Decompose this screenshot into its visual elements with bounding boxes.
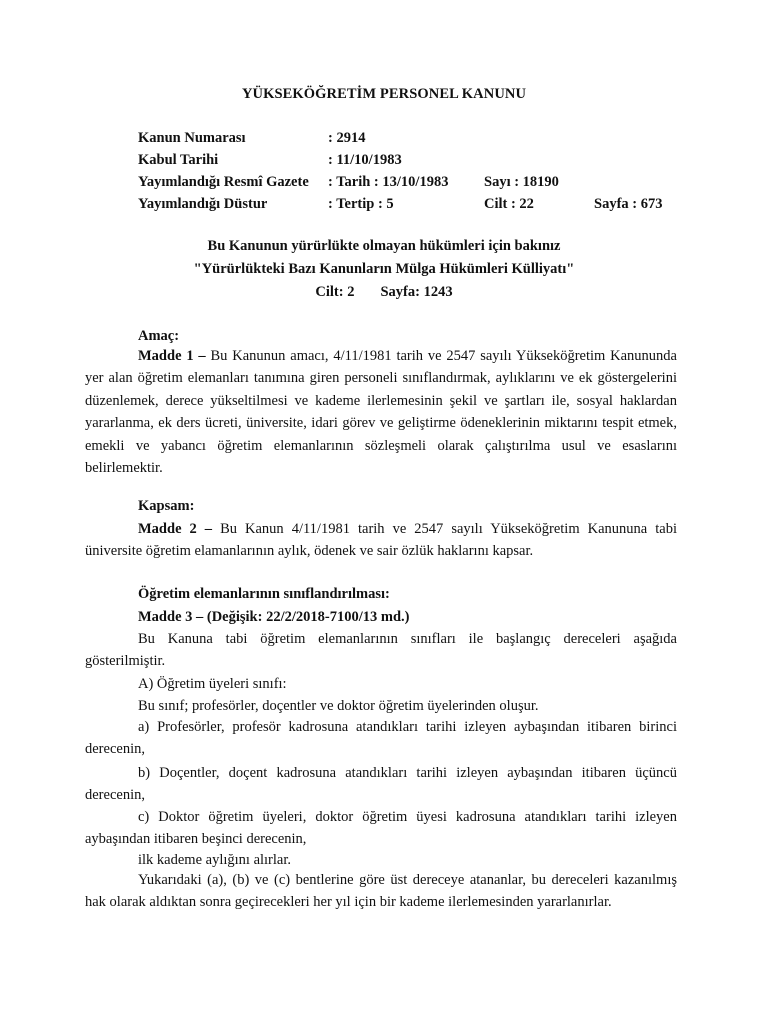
madde-3-intro: Bu Kanuna tabi öğretim elemanlarının sınıfları ile başlangıç dereceleri aşağıda gösterilmiştir. bbox=[85, 631, 677, 670]
notice-sayfa: Sayfa: 1243 bbox=[380, 284, 453, 300]
siniflandirma-heading: Öğretim elemanlarının sınıflandırılması: bbox=[138, 586, 390, 602]
madde-3-heading: Madde 3 – (Değişik: 22/2/2018-7100/13 md.) bbox=[138, 609, 410, 625]
document-title: YÜKSEKÖĞRETİM PERSONEL KANUNU bbox=[241, 86, 527, 102]
madde-3-a-item-c: c) Doktor öğretim üyeleri, doktor öğretim üyesi kadrosuna atandıkları tarihi izleyen aybaşından itibaren beşinci derecenin, bbox=[85, 809, 677, 848]
madde-3-a-heading: A) Öğretim üyeleri sınıfı: bbox=[138, 676, 287, 692]
madde-3-ilk-kademe: ilk kademe aylığını alırlar. bbox=[138, 852, 292, 868]
kanun-numarasi-label: Kanun Numarası bbox=[138, 130, 246, 146]
resmi-gazete-label: Yayımlandığı Resmî Gazete bbox=[138, 174, 309, 190]
notice-line-2: "Yürürlükteki Bazı Kanunların Mülga Hükümleri Külliyatı" bbox=[193, 261, 575, 277]
madde-3-a-item-a: a) Profesörler, profesör kadrosuna atandıkları tarihi izleyen aybaşından itibaren birinci derecenin, bbox=[85, 719, 677, 758]
madde-2-text: Bu Kanun 4/11/1981 tarih ve 2547 sayılı Yükseköğretim Kanununa tabi üniversite öğretim elamanlarının aylık, ödenek ve sair özlük haklarını kapsar. bbox=[85, 521, 677, 560]
kabul-tarihi-label: Kabul Tarihi bbox=[138, 152, 219, 168]
amac-heading: Amaç: bbox=[138, 328, 180, 344]
notice-line-3 bbox=[0, 284, 768, 301]
kabul-tarihi-value: : 11/10/1983 bbox=[328, 152, 402, 168]
madde-3-a-item-b: b) Doçentler, doçent kadrosuna atandıkları tarihi izleyen aybaşından itibaren üçüncü derecenin, bbox=[85, 765, 677, 804]
resmi-gazete-sayi: Sayı : 18190 bbox=[484, 174, 559, 190]
kanun-numarasi-value: : 2914 bbox=[328, 130, 366, 146]
madde-3-a-description: Bu sınıf; profesörler, doçentler ve doktor öğretim üyelerinden oluşur. bbox=[138, 698, 539, 714]
madde-1-label: Madde 1 – bbox=[138, 348, 206, 364]
madde-2-label: Madde 2 – bbox=[138, 521, 213, 537]
notice-line-1: Bu Kanunun yürürlükte olmayan hükümleri için bakınız bbox=[207, 238, 561, 254]
dustur-sayfa: Sayfa : 673 bbox=[594, 196, 663, 212]
madde-1-text: Bu Kanunun amacı, 4/11/1981 tarih ve 2547 sayılı Yükseköğretim Kanununda yer alan öğretim elemanları tanımına giren personeli sınıflandırmak, aylıklarını ve ek göstergelerini düzenlemek, derece yükseltilmesi ve kademe ilerlemesinin şekil ve şartları ile, sosyal haklardan yararlanma, ek ders ücreti, üniversite, idari görev ve geliştirme ödeneklerinin miktarını tespit etmek, emekli ve yabancı öğretim elemanlarının sözleşmeli olarak çalıştırılma usul ve esaslarını belirlemektir. bbox=[85, 348, 677, 477]
dustur-cilt: Cilt : 22 bbox=[484, 196, 534, 212]
resmi-gazete-tarih: : Tarih : 13/10/1983 bbox=[328, 174, 449, 190]
madde-2-paragraph bbox=[85, 518, 677, 563]
notice-cilt: Cilt: 2 bbox=[315, 284, 355, 300]
dustur-tertip: : Tertip : 5 bbox=[328, 196, 394, 212]
madde-1-paragraph bbox=[85, 345, 677, 479]
dustur-label: Yayımlandığı Düstur bbox=[138, 196, 268, 212]
madde-3-yukarida-paragraph: Yukarıdaki (a), (b) ve (c) bentlerine göre üst dereceye atananlar, bu dereceleri kazanılmış hak olarak aldıktan sonra geçirecekleri her yıl için bir kademe ilerlemesinden yararlanırlar. bbox=[85, 872, 677, 911]
kapsam-heading: Kapsam: bbox=[138, 498, 195, 514]
